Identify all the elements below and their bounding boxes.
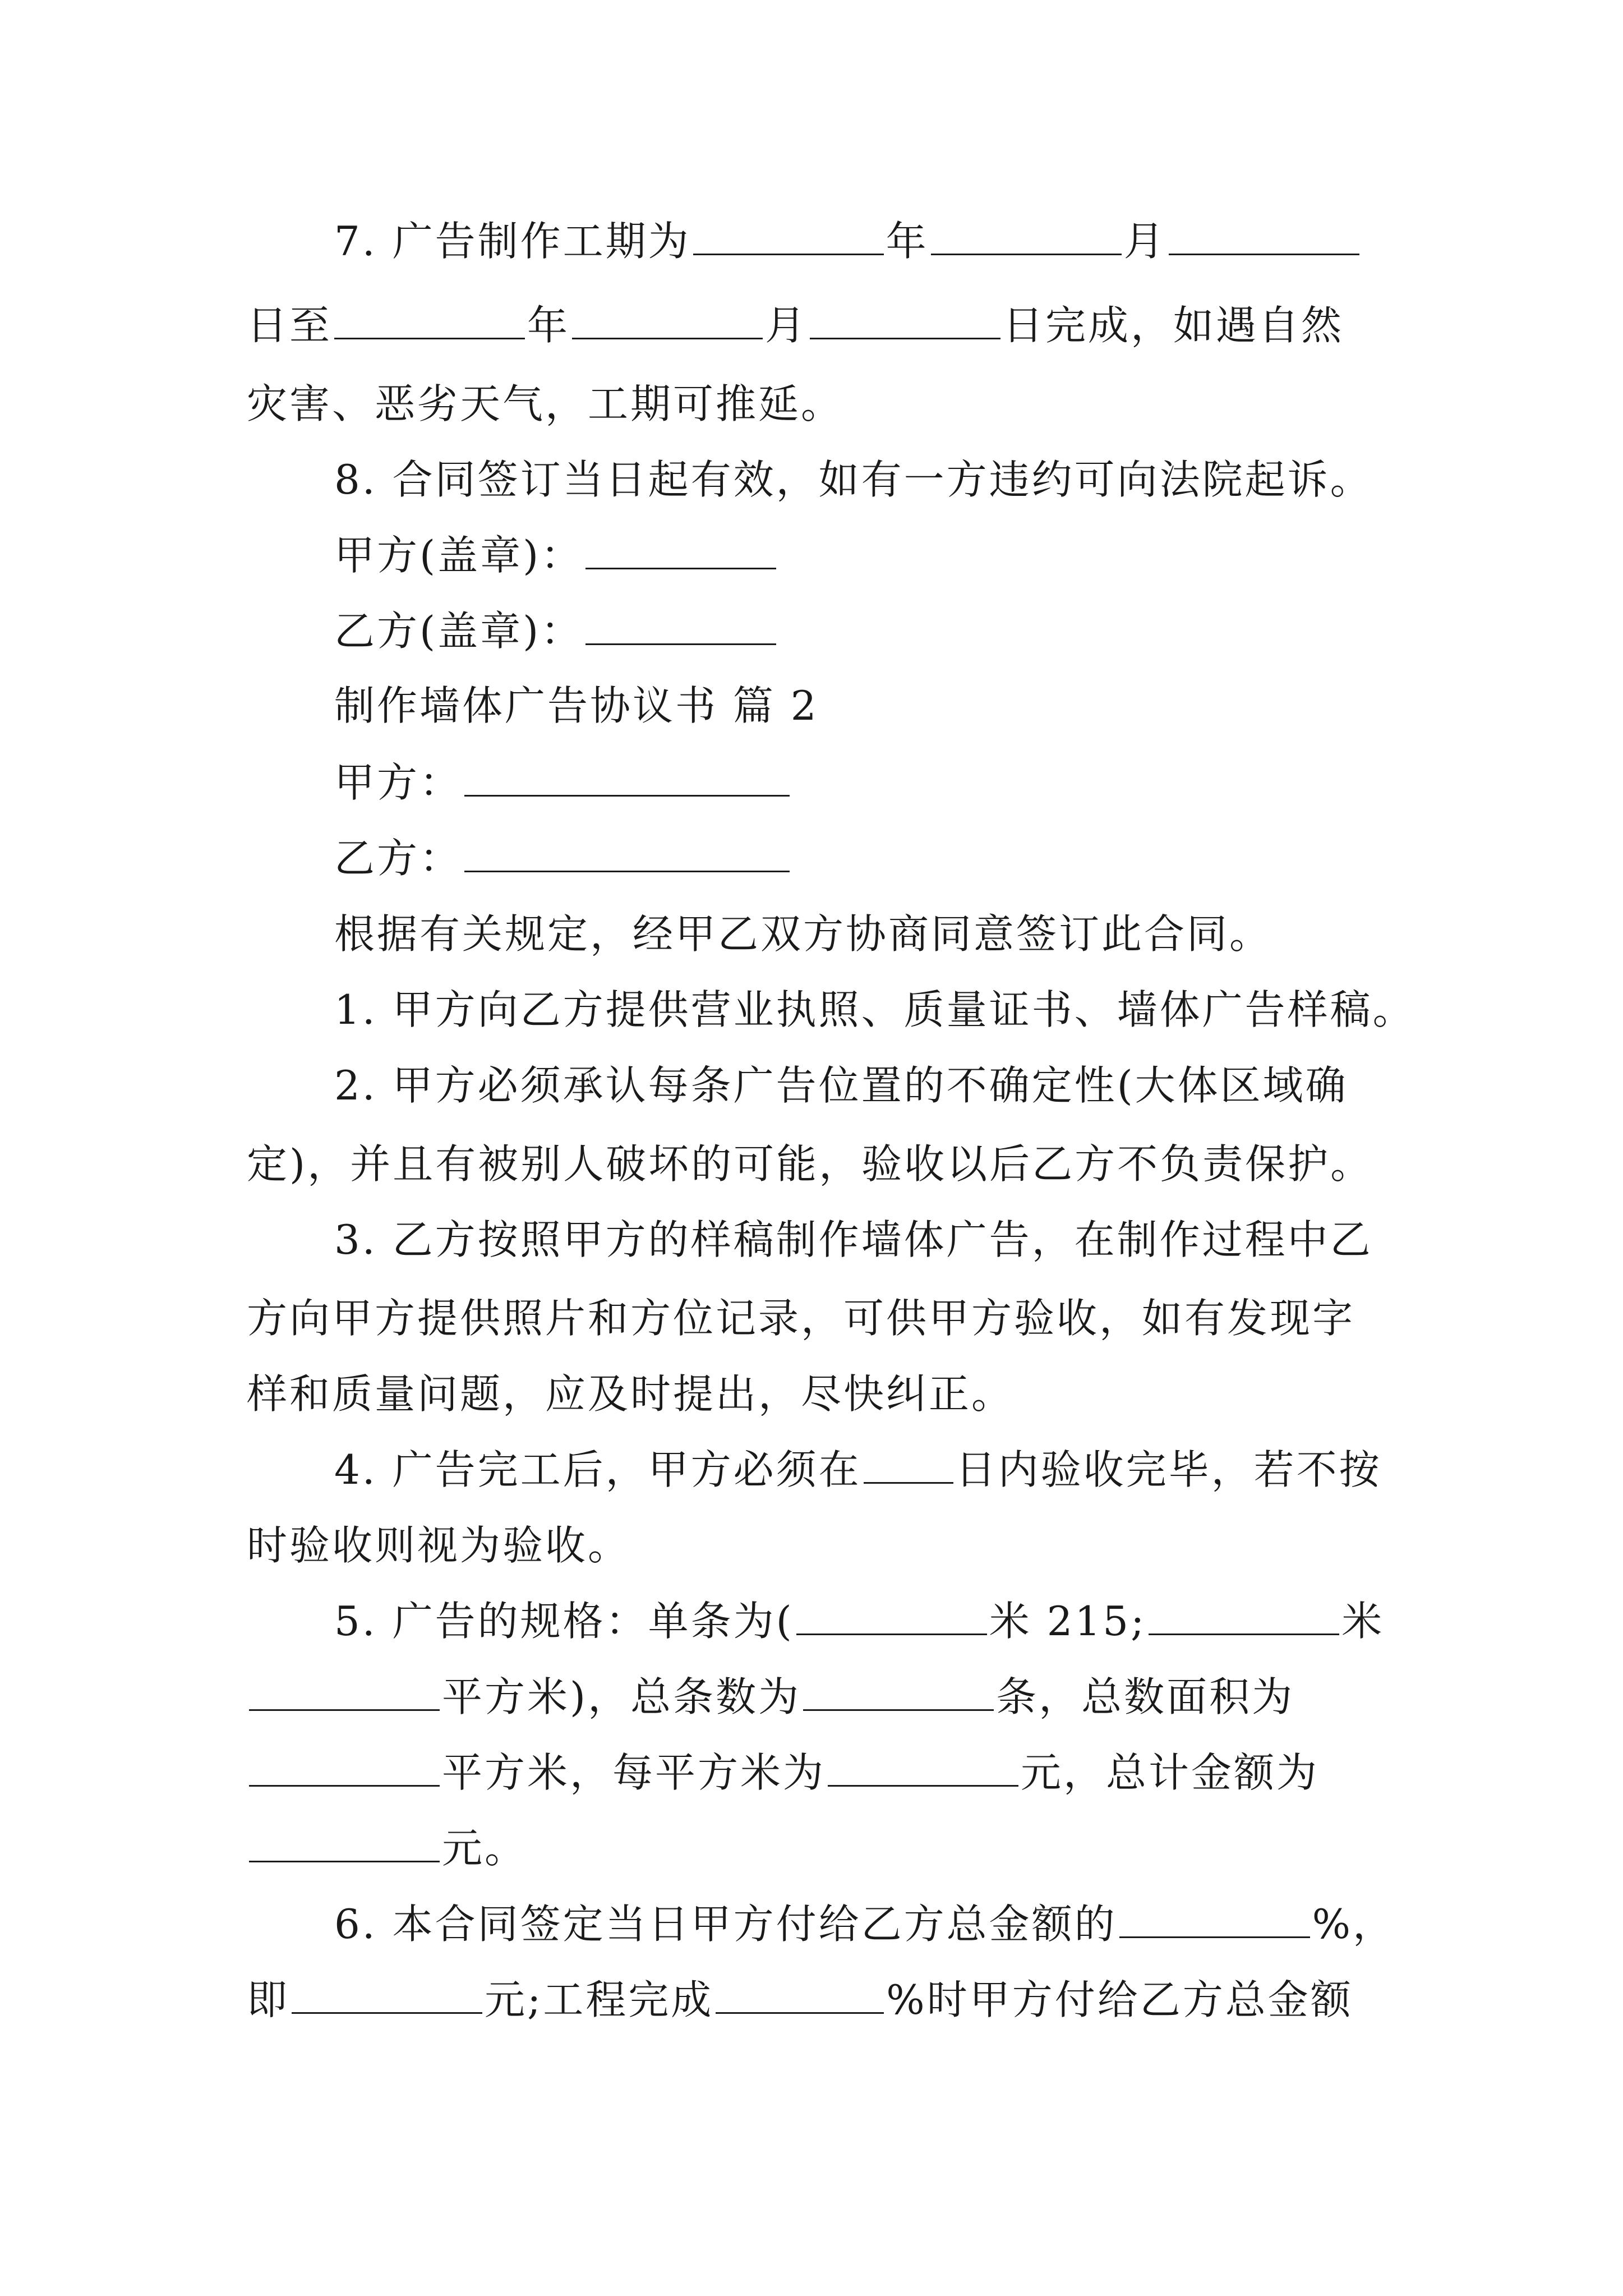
clause-5-text-f: 平方米，每平方米为 <box>442 1749 826 1796</box>
clause-5-text-g: 元，总计金额为 <box>1021 1749 1320 1796</box>
end-month-blank <box>572 301 763 339</box>
clause-3-text-a: 3. 乙方按照甲方的样稿制作墙体广告，在制作过程中乙 <box>334 1216 1373 1263</box>
clause-1-text: 1. 甲方向乙方提供营业执照、质量证书、墙体广告样稿。 <box>334 986 1415 1033</box>
clause-7-line-2 <box>247 297 1344 353</box>
party-a-seal-blank <box>585 531 776 569</box>
total-amount-blank <box>249 1824 440 1862</box>
total-area-blank <box>249 1748 440 1787</box>
party-a-seal-line <box>334 527 778 583</box>
clause-4-text-b: 日内验收完毕，若不按 <box>955 1446 1382 1493</box>
count-blank <box>803 1672 994 1711</box>
clause-5-line-1 <box>334 1593 1384 1649</box>
clause-5-line-4 <box>247 1820 527 1876</box>
clause-5-text-h: 元。 <box>442 1825 528 1872</box>
section-title <box>334 678 819 734</box>
clause-1-line <box>334 982 1415 1038</box>
party-a-line <box>334 754 792 811</box>
party-b-line <box>334 830 792 886</box>
clause-4-text-a: 4. 广告完工后，甲方必须在 <box>334 1446 861 1493</box>
clause-7-year-label: 年 <box>886 218 929 265</box>
preamble-text: 根据有关规定，经甲乙双方协商同意签订此合同。 <box>334 910 1272 958</box>
clause-5-text-d: 平方米)，总条数为 <box>442 1673 801 1720</box>
clause-6-line-2 <box>247 1972 1353 2028</box>
start-day-blank <box>1169 217 1359 255</box>
clause-6-text-a: 6. 本合同签定当日甲方付给乙方总金额的 <box>334 1901 1117 1948</box>
preamble-line <box>334 906 1272 962</box>
party-a-blank <box>464 758 790 797</box>
clause-3-text-b: 方向甲方提供照片和方位记录，可供甲方验收，如有发现字 <box>247 1295 1355 1342</box>
clause-6-text-d: 元;工程完成 <box>485 1976 714 2023</box>
clause-7-text-b: 日至 <box>247 302 333 349</box>
clause-2-line-2 <box>247 1136 1373 1192</box>
clause-6-text-b: %， <box>1312 1901 1396 1948</box>
party-b-blank <box>464 834 790 872</box>
clause-6-text-c: 即 <box>247 1976 290 2023</box>
clause-5-text-e: 条，总数面积为 <box>996 1673 1295 1720</box>
party-a-label: 甲方： <box>334 759 463 806</box>
clause-5-text-a: 5. 广告的规格：单条为( <box>334 1598 794 1645</box>
clause-7-line-3 <box>247 376 843 432</box>
party-a-seal-label: 甲方(盖章)： <box>334 532 584 579</box>
end-year-blank <box>334 301 525 339</box>
clause-8-line <box>334 452 1373 508</box>
party-b-seal-blank <box>585 606 776 645</box>
advance-percent-blank <box>1119 1899 1310 1938</box>
start-month-blank <box>931 217 1122 255</box>
clause-8-text: 8. 合同签订当日起有效，如有一方违约可向法院起诉。 <box>334 456 1373 503</box>
clause-4-line-1 <box>334 1442 1382 1498</box>
clause-6-line-1 <box>334 1896 1395 1952</box>
clause-7-text-d: 灾害、恶劣天气，工期可推延。 <box>247 380 844 427</box>
party-b-seal-line <box>334 603 778 659</box>
acceptance-days-blank <box>864 1445 953 1484</box>
party-b-seal-label: 乙方(盖章)： <box>334 608 584 655</box>
clause-7-text-c: 日完成，如遇自然 <box>1003 302 1344 349</box>
end-day-blank <box>810 301 1000 339</box>
clause-6-text-e: %时甲方付给乙方总金额 <box>886 1976 1353 2023</box>
start-year-blank <box>693 217 884 255</box>
party-b-label: 乙方： <box>334 835 463 882</box>
clause-7-end-year-label: 年 <box>527 302 570 349</box>
clause-4-line-2 <box>247 1517 630 1573</box>
clause-7-line-1 <box>334 213 1362 269</box>
width-blank <box>1149 1596 1339 1635</box>
clause-4-text-c: 时验收则视为验收。 <box>247 1522 631 1569</box>
area-blank <box>249 1672 440 1711</box>
clause-3-line-3 <box>247 1366 1014 1422</box>
unit-price-blank <box>828 1748 1018 1787</box>
clause-7-text-a: 7. 广告制作工期为 <box>334 218 691 265</box>
clause-3-line-1 <box>334 1212 1373 1268</box>
clause-5-text-c: 米 <box>1341 1598 1385 1645</box>
clause-5-line-3 <box>247 1745 1319 1801</box>
clause-2-line-1 <box>334 1057 1348 1114</box>
clause-3-text-c: 样和质量问题，应及时提出，尽快纠正。 <box>247 1370 1015 1418</box>
progress-percent-blank <box>716 1975 884 2014</box>
clause-2-text-b: 定)，并且有被别人破坏的可能，验收以后乙方不负责保护。 <box>247 1140 1373 1188</box>
length-blank <box>796 1596 987 1635</box>
clause-7-end-month-label: 月 <box>765 302 808 349</box>
clause-5-text-b: 米 215; <box>989 1598 1147 1645</box>
clause-7-month-label: 月 <box>1123 218 1166 265</box>
clause-3-line-2 <box>247 1290 1355 1346</box>
section-title-text: 制作墙体广告协议书 篇 2 <box>334 682 819 729</box>
advance-amount-blank <box>292 1975 482 2014</box>
clause-5-line-2 <box>247 1669 1294 1725</box>
clause-2-text-a: 2. 甲方必须承认每条广告位置的不确定性(大体区域确 <box>334 1062 1348 1109</box>
